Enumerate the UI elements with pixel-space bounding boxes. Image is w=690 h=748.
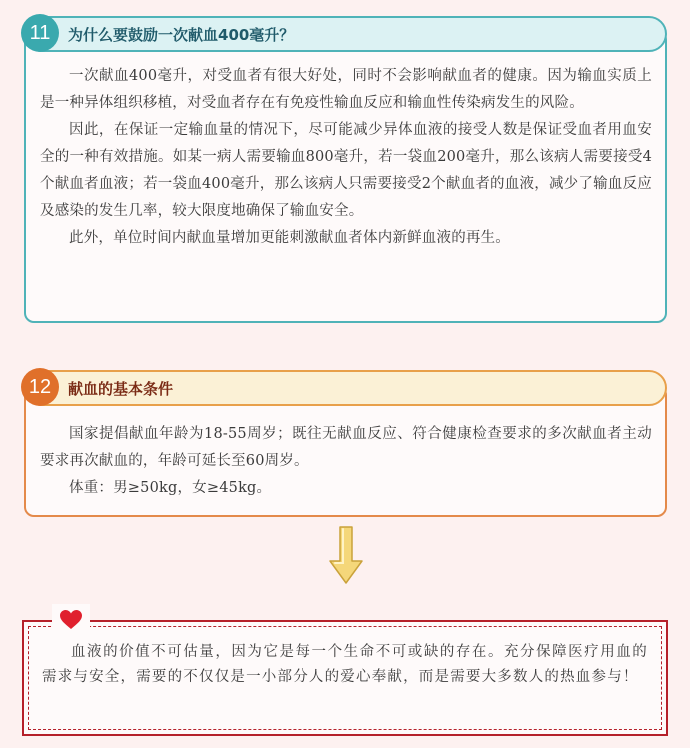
down-arrow-icon: [326, 525, 366, 587]
heart-icon: [60, 610, 82, 630]
section-12-body: [40, 421, 652, 502]
closing-text: 血液的价值不可估量，因为它是每一个生命不可或缺的存在。充分保障医疗用血的需求与安全，需要的不仅仅是一小部分人的爱心奉献，而是需要大多数人的热血参与！: [42, 644, 648, 685]
closing-text-block: [42, 640, 648, 690]
paragraph: 因此，在保证一定输血量的情况下，尽可能减少异体血液的接受人数是保证受血者用血安全的一种有效措施。如某一病人需要输血800毫升，若一袋血200毫升，那么该病人需要接受4个献血者血液；若一袋血400毫升，那么该病人只需要接受2个献血者的血液，减少了输血反应及感染的发生几率，较大限度地确保了输血安全。: [40, 122, 652, 219]
paragraph: 体重：男≥50kg，女≥45kg。: [69, 480, 272, 496]
section-12-title: 献血的基本条件: [68, 379, 174, 398]
paragraph: 此外，单位时间内献血量增加更能刺激献血者体内新鲜血液的再生。: [69, 230, 510, 246]
section-11-body: [40, 63, 652, 252]
paragraph: 一次献血400毫升，对受血者有很大好处，同时不会影响献血者的健康。因为输血实质上是一种异体组织移植，对受血者存在有免疫性输血反应和输血性传染病发生的风险。: [40, 68, 652, 111]
section-11-title: 为什么要鼓励一次献血400毫升？: [68, 25, 295, 44]
section-11-number-badge: 11: [21, 14, 59, 52]
section-12-number-badge: 12: [21, 368, 59, 406]
section-12-header: [24, 370, 667, 406]
paragraph: 国家提倡献血年龄为18-55周岁；既往无献血反应、符合健康检查要求的多次献血者主动要求再次献血的，年龄可延长至60周岁。: [40, 426, 652, 469]
section-11-header: [24, 16, 667, 52]
